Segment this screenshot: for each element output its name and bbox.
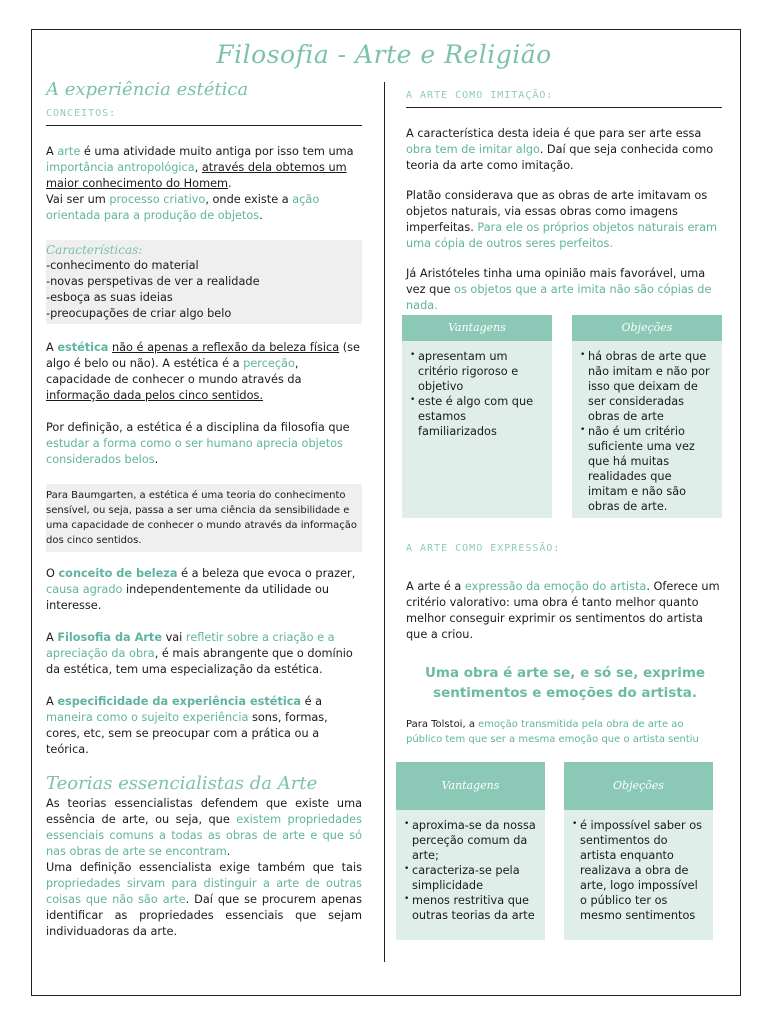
- paragraph-art-definition: A arte é uma atividade muito antiga por isso tem uma importância antropológica, através dela obtemos um maior conhecimento do Homem.: [46, 145, 354, 190]
- paragraph-definition: Por definição, a estética é a disciplina da filosofia que estudar a forma como o ser humano aprecia objetos considerados belos.: [46, 421, 350, 466]
- right-column: [406, 88, 722, 314]
- heading-aesthetic-experience: A experiência estética: [46, 79, 249, 100]
- concepts-label: CONCEITOS:: [46, 108, 117, 119]
- advantages-header: Vantagens: [402, 315, 552, 341]
- page-title: Filosofia - Arte e Religião: [216, 40, 552, 69]
- characteristics-box: [46, 240, 362, 324]
- expression-quote: Uma obra é arte se, e só se, exprime sentimentos e emoções do artista.: [424, 665, 706, 701]
- objection-item: • há obras de arte que não imitam e não por isso que deixam de ser consideradas obras de arte: [580, 349, 714, 424]
- advantage-item: • este é algo com que estamos familiarizados: [410, 394, 544, 439]
- advantage-item: • apresentam um critério rigoroso e objetivo: [410, 349, 544, 394]
- paragraph-beauty: O conceito de beleza é a beleza que evoca o prazer, causa agrado independentemente da utilidade ou interesse.: [46, 567, 356, 612]
- objection-item: • é impossível saber os sentimentos do artista enquanto realizava a obra de arte, logo impossível o público ter os mesmo sentimentos: [572, 818, 705, 923]
- characteristic-item: -novas perspetivas de ver a realidade: [46, 275, 260, 288]
- expression-advantages-box: [396, 762, 545, 940]
- paragraph-specificity: A especificidade da experiência estética é a maneira como o sujeito experiência sons, formas, cores, etc, sem se preocupar com a prática ou a teórica.: [46, 695, 328, 756]
- characteristics-title: Características:: [46, 243, 143, 257]
- paragraph-expression: A arte é a expressão da emoção do artista. Oferece um critério valorativo: uma obra é tanto melhor quanto melhor conseguir exprimir os sentimentos do artista que a criou.: [406, 580, 720, 641]
- advantage-item: • aproxima-se da nossa perceção comum da arte;: [404, 818, 537, 863]
- characteristic-item: -conhecimento do material: [46, 259, 199, 272]
- left-column: [46, 79, 363, 940]
- paragraph-essentialist-1: As teorias essencialistas defendem que existe uma essência de arte, ou seja, que existem propriedades essenciais comuns a todas as obras de arte e que só nas obras de arte se encontram.: [46, 797, 363, 858]
- paragraph-aesthetics: A estética não é apenas a reflexão da beleza física (se algo é belo ou não). A estética é a perceção, capacidade de conhecer o mundo através da informação dada pelos cinco sentidos.: [46, 341, 360, 402]
- baumgarten-box: Para Baumgarten, a estética é uma teoria do conhecimento sensível, ou seja, passa a ser uma ciência da sensibilidade e uma capacidade de conhecer o mundo através da informação dos cinco sentidos.: [46, 484, 362, 552]
- objections-header: Objeções: [572, 315, 722, 341]
- paragraph-plato: Platão considerava que as obras de arte imitavam os objetos naturais, via essas obras como imagens imperfeitas. Para ele os próprios objetos naturais eram uma cópia de outros seres perfeitos.: [406, 189, 717, 250]
- imitation-advantages-box: [402, 315, 552, 518]
- expression-label: A ARTE COMO EXPRESSÃO:: [406, 543, 561, 554]
- characteristic-item: -preocupações de criar algo belo: [46, 307, 232, 320]
- objections-header: Objeções: [564, 762, 713, 810]
- objection-item: • não é um critério suficiente uma vez que há muitas realidades que imitam e não são obras de arte.: [580, 424, 714, 514]
- imitation-objections-box: [572, 315, 722, 518]
- concepts-rule: [46, 125, 362, 126]
- expression-objections-box: [564, 762, 713, 940]
- advantages-header: Vantagens: [396, 762, 545, 810]
- paragraph-aristotle: Já Aristóteles tinha uma opinião mais favorável, uma vez que os objetos que a arte imita não são cópias de nada.: [406, 267, 712, 312]
- heading-essentialist-theories: Teorias essencialistas da Arte: [46, 773, 318, 794]
- characteristic-item: -esboça as suas ideias: [46, 291, 173, 304]
- paragraph-tolstoi: Para Tolstoi, a emoção transmitida pela obra de arte ao público tem que ser a mesma emoção que o artista sentiu: [406, 719, 699, 745]
- paragraph-creative-process: Vai ser um processo criativo, onde existe a ação orientada para a produção de objetos.: [46, 193, 320, 222]
- advantage-item: • menos restritiva que outras teorias da arte: [404, 893, 537, 923]
- expression-section: [406, 541, 722, 747]
- paragraph-philosophy-of-art: A Filosofia da Arte vai refletir sobre a criação e a apreciação da obra, é mais abrangente que o domínio da estética, tem uma especialização da estética.: [46, 631, 353, 676]
- imitation-label: A ARTE COMO IMITAÇÃO:: [406, 90, 554, 101]
- paragraph-essentialist-2: Uma definição essencialista exige também que tais propriedades sirvam para distinguir a arte de outras coisas que não são arte. Daí que se procurem apenas identificar as propriedades essenciais que sejam individuadoras da arte.: [46, 861, 362, 938]
- imitation-rule: [406, 107, 722, 108]
- column-divider: [384, 82, 385, 962]
- paragraph-imitation: A característica desta ideia é que para ser arte essa obra tem de imitar algo. Daí que seja conhecida como teoria da arte como imitação.: [406, 127, 714, 172]
- advantage-item: • caracteriza-se pela simplicidade: [404, 863, 537, 893]
